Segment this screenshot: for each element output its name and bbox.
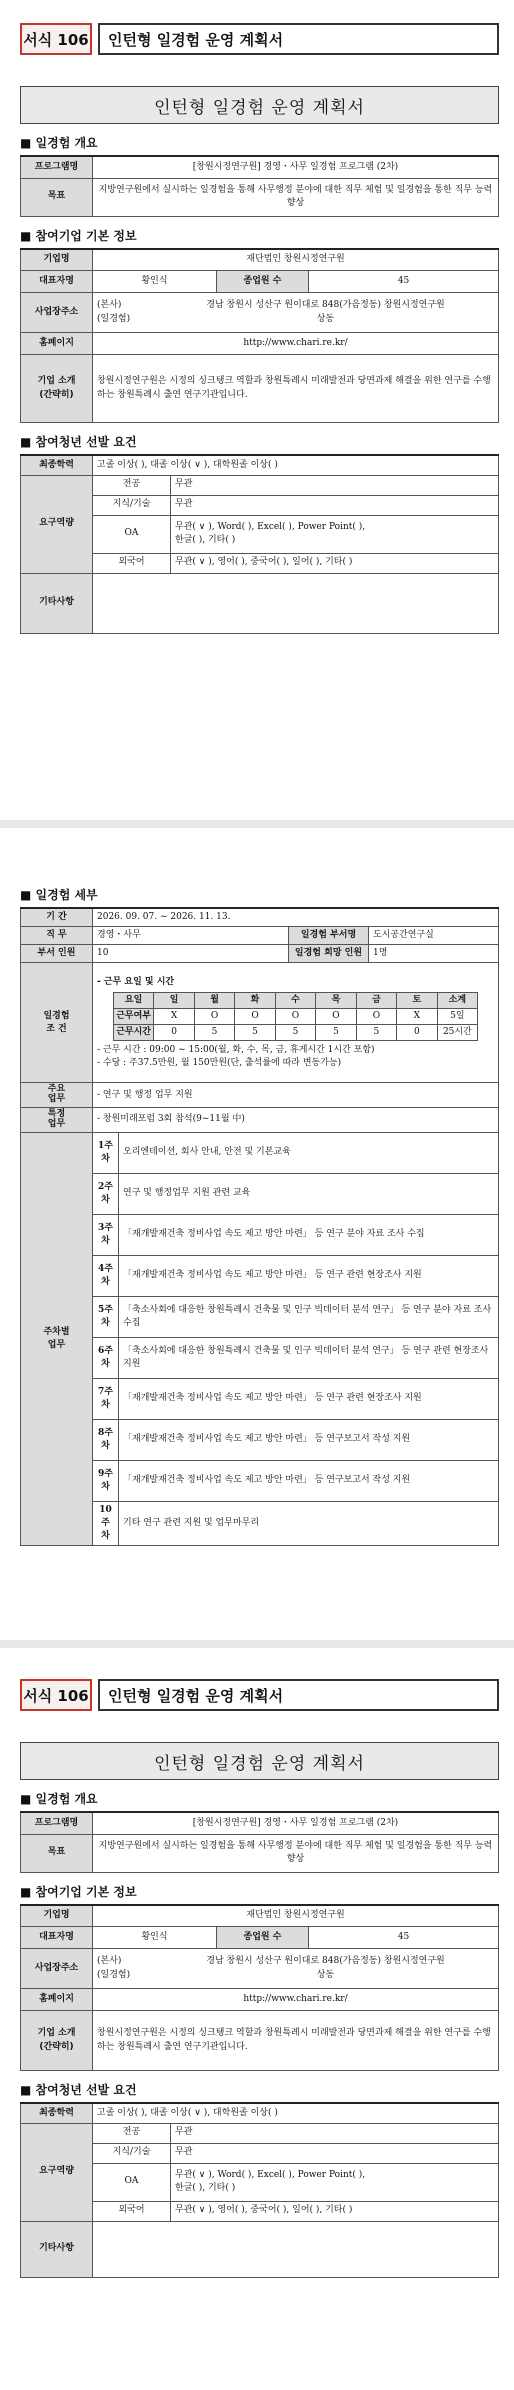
ceo-value: 황인식	[93, 271, 217, 293]
schedule-cell: 토	[397, 992, 437, 1008]
employee-count-value: 45	[309, 271, 499, 293]
schedule-cell: X	[154, 1008, 194, 1024]
section-overview-heading: ■ 일경험 개요	[20, 136, 98, 150]
etc-label: 기타사항	[21, 573, 93, 633]
week-row	[21, 1255, 499, 1296]
week-row	[21, 1132, 499, 1173]
address-work-label: (일경험)	[97, 1969, 131, 1980]
job-label: 직 무	[21, 927, 93, 945]
oa-label: OA	[93, 2163, 171, 2201]
education-label: 최종학력	[21, 455, 93, 475]
intro-value: 창원시정연구원은 시정의 싱크탱크 역할과 창원특례시 미래발전과 당면과제 해결을 위한 연구를 수행하는 창원특례시 출연 연구기관입니다.	[93, 2011, 499, 2071]
schedule-cell: 5	[356, 1024, 396, 1040]
schedule-cell: O	[356, 1008, 396, 1024]
section-detail-heading: ■ 일경험 세부	[20, 888, 98, 902]
period-label: 기 간	[21, 908, 93, 927]
ceo-value: 황인식	[93, 1927, 217, 1949]
homepage-link[interactable]: http://www.chari.re.kr/	[93, 1989, 499, 2011]
schedule-cell: 0	[397, 1024, 437, 1040]
knowledge-label: 지식/기술	[93, 2143, 171, 2163]
major-label: 전공	[93, 2123, 171, 2143]
section-company-heading: ■ 참여기업 기본 정보	[20, 228, 137, 243]
dept-value: 도시공간연구실	[369, 927, 499, 945]
company-name-value: 재단법인 창원시정연구원	[93, 1905, 499, 1927]
schedule-cell: 5	[275, 1024, 315, 1040]
knowledge-value: 무관	[171, 495, 499, 515]
period-value: 2026. 09. 07. ~ 2026. 11. 13.	[93, 908, 499, 927]
schedule-cell: 0	[154, 1024, 194, 1040]
etc-value	[93, 2221, 499, 2277]
address-hq-label: (본사)	[97, 1956, 122, 1967]
skills-label: 요구역량	[21, 475, 93, 573]
address-hq-value: 경남 창원시 성산구 원이대로 848(가음정동) 창원시정연구원	[206, 1956, 445, 1967]
week-number: 5주차	[93, 1296, 119, 1337]
week-row	[21, 1296, 499, 1337]
section-overview-heading: ■ 일경험 개요	[20, 1792, 98, 1806]
schedule-cell: 월	[194, 992, 234, 1008]
youth-table	[20, 2102, 499, 2278]
special-duty-label: 특정 업무	[21, 1107, 93, 1132]
youth-table	[20, 454, 499, 634]
address-hq-value: 경남 창원시 성산구 원이대로 848(가음정동) 창원시정연구원	[206, 300, 445, 311]
oa-line-2: 한글( ), 기타( )	[175, 535, 236, 545]
week-task: 「재개발재건축 정비사업 속도 제고 방안 마련」 등 연구보고서 작성 지원	[119, 1460, 499, 1501]
page-separator-2	[0, 1640, 514, 1648]
max-intern-label: 일경험 희망 인원	[289, 945, 369, 963]
section-youth-heading: ■ 참여청년 선발 요건	[20, 435, 137, 449]
week-row	[21, 1214, 499, 1255]
weekly-duty-label: 주차별 업무	[21, 1132, 93, 1545]
week-number: 6주차	[93, 1337, 119, 1378]
header-title: 인턴형 일경험 운영 계획서	[98, 1679, 499, 1711]
schedule-cell: 일	[154, 992, 194, 1008]
pay-text: - 수당 : 주37.5만원, 월 150만원(단, 출석률에 따라 변동가능)	[97, 1057, 342, 1068]
form-header	[20, 1678, 499, 1712]
language-value: 무관( ∨ ), 영어( ), 중국어( ), 일어( ), 기타( )	[171, 2201, 499, 2221]
company-name-label: 기업명	[21, 1905, 93, 1927]
language-value: 무관( ∨ ), 영어( ), 중국어( ), 일어( ), 기타( )	[171, 553, 499, 573]
week-row	[21, 1337, 499, 1378]
header-title: 인턴형 일경험 운영 계획서	[98, 23, 499, 55]
company-name-value: 재단법인 창원시정연구원	[93, 249, 499, 271]
schedule-cell: O	[275, 1008, 315, 1024]
week-task: 오리엔테이션, 회사 안내, 안전 및 기본교육	[119, 1132, 499, 1173]
job-value: 경영・사무	[93, 927, 289, 945]
goal-value: 지방연구원에서 실시하는 일경험을 통해 사무행정 분야에 대한 직무 체험 및 일경험을 통한 직무 능력 향상	[93, 178, 499, 216]
address-work-value: 상동	[316, 313, 335, 324]
education-label: 최종학력	[21, 2103, 93, 2123]
oa-label: OA	[93, 515, 171, 553]
address-value	[93, 1949, 499, 1989]
homepage-link[interactable]: http://www.chari.re.kr/	[93, 333, 499, 355]
schedule-cell: 5	[235, 1024, 275, 1040]
schedule-cell: 금	[356, 992, 396, 1008]
etc-label: 기타사항	[21, 2221, 93, 2277]
program-label: 프로그램명	[21, 156, 93, 178]
week-number: 1주차	[93, 1132, 119, 1173]
education-value: 고졸 이상( ), 대졸 이상( ∨ ), 대학원졸 이상( )	[93, 455, 499, 475]
schedule-cell: O	[235, 1008, 275, 1024]
main-duty-value: - 연구 및 행정 업무 지원	[93, 1083, 499, 1108]
overview-table	[20, 155, 499, 217]
language-label: 외국어	[93, 2201, 171, 2221]
work-time-text: - 근무 시간 : 09:00 ~ 15:00(월, 화, 수, 목, 금, 휴게시간 1시간 포함)	[97, 1044, 375, 1055]
schedule-cell: 요일	[113, 992, 153, 1008]
dept-label: 일경험 부서명	[289, 927, 369, 945]
major-value: 무관	[171, 2123, 499, 2143]
employee-count-label: 종업원 수	[217, 271, 309, 293]
program-label: 프로그램명	[21, 1812, 93, 1834]
goal-label: 목표	[21, 1834, 93, 1872]
address-work-value: 상동	[316, 1969, 335, 1980]
week-row	[21, 1378, 499, 1419]
employee-count-label: 종업원 수	[217, 1927, 309, 1949]
max-intern-value: 1명	[369, 945, 499, 963]
schedule-cell: X	[397, 1008, 437, 1024]
program-value: [창원시정연구원] 경영・사무 일경험 프로그램 (2차)	[93, 156, 499, 178]
week-task: 「축소사회에 대응한 창원특례시 건축물 및 인구 빅데이터 분석 연구」 등 연구 분야 자료 조사 수집	[119, 1296, 499, 1337]
language-label: 외국어	[93, 553, 171, 573]
week-number: 3주차	[93, 1214, 119, 1255]
conditions-value	[93, 963, 499, 1083]
oa-line-1: 무관( ∨ ), Word( ), Excel( ), Power Point( ),	[175, 2169, 366, 2180]
knowledge-value: 무관	[171, 2143, 499, 2163]
goal-label: 목표	[21, 178, 93, 216]
main-duty-label: 주요 업무	[21, 1083, 93, 1108]
schedule-cell: 근무시간	[113, 1024, 153, 1040]
week-number: 2주차	[93, 1173, 119, 1214]
week-number: 7주차	[93, 1378, 119, 1419]
company-table	[20, 1904, 499, 2072]
week-task: 「재개발재건축 정비사업 속도 제고 방안 마련」 등 연구 관련 현장조사 지원	[119, 1378, 499, 1419]
week-task: 「재개발재건축 정비사업 속도 제고 방안 마련」 등 연구 관련 현장조사 지원	[119, 1255, 499, 1296]
week-task: 기타 연구 관련 지원 및 업무마무리	[119, 1501, 499, 1545]
detail-table	[20, 907, 499, 1546]
ceo-label: 대표자명	[21, 271, 93, 293]
schedule-cell: O	[194, 1008, 234, 1024]
staff-value: 10	[93, 945, 289, 963]
document-title: 인턴형 일경험 운영 계획서	[20, 86, 499, 124]
week-number: 8주차	[93, 1419, 119, 1460]
document-title: 인턴형 일경험 운영 계획서	[20, 1742, 499, 1780]
ceo-label: 대표자명	[21, 1927, 93, 1949]
week-number: 4주차	[93, 1255, 119, 1296]
schedule-cell: 목	[316, 992, 356, 1008]
page-separator	[0, 820, 514, 828]
work-days-heading: - 근무 요일 및 시간	[97, 976, 175, 987]
schedule-cell: 화	[235, 992, 275, 1008]
schedule-cell: 25시간	[437, 1024, 477, 1040]
homepage-label: 홈페이지	[21, 1989, 93, 2011]
address-value	[93, 293, 499, 333]
oa-value	[171, 2163, 499, 2201]
program-value: [창원시정연구원] 경영・사무 일경험 프로그램 (2차)	[93, 1812, 499, 1834]
schedule-cell: 5	[194, 1024, 234, 1040]
schedule-cell: 5일	[437, 1008, 477, 1024]
week-number: 9주차	[93, 1460, 119, 1501]
etc-value	[93, 573, 499, 633]
special-duty-value: - 창원미래포럼 3회 참석(9~11월 中)	[93, 1107, 499, 1132]
major-value: 무관	[171, 475, 499, 495]
oa-line-1: 무관( ∨ ), Word( ), Excel( ), Power Point( ),	[175, 521, 366, 532]
conditions-label: 일경험 조 건	[21, 963, 93, 1083]
work-schedule-table	[113, 992, 478, 1041]
company-table	[20, 248, 499, 424]
staff-label: 부서 인원	[21, 945, 93, 963]
week-row	[21, 1460, 499, 1501]
education-value: 고졸 이상( ), 대졸 이상( ∨ ), 대학원졸 이상( )	[93, 2103, 499, 2123]
page-2	[0, 836, 514, 1636]
page-3	[0, 1656, 514, 2390]
week-task: 「재개발재건축 정비사업 속도 제고 방안 마련」 등 연구 분야 자료 조사 수집	[119, 1214, 499, 1255]
schedule-cell: 소계	[437, 992, 477, 1008]
skills-label: 요구역량	[21, 2123, 93, 2221]
page-1	[0, 0, 514, 810]
oa-line-2: 한글( ), 기타( )	[175, 2183, 236, 2193]
form-badge: 서식 106	[20, 1679, 92, 1711]
major-label: 전공	[93, 475, 171, 495]
employee-count-value: 45	[309, 1927, 499, 1949]
week-row	[21, 1173, 499, 1214]
address-label: 사업장주소	[21, 293, 93, 333]
intro-label: 기업 소개 (간략히)	[21, 2011, 93, 2071]
form-badge: 서식 106	[20, 23, 92, 55]
schedule-cell: O	[316, 1008, 356, 1024]
knowledge-label: 지식/기술	[93, 495, 171, 515]
week-row	[21, 1419, 499, 1460]
address-hq-label: (본사)	[97, 300, 122, 311]
week-number: 10주차	[93, 1501, 119, 1545]
schedule-cell: 수	[275, 992, 315, 1008]
intro-value: 창원시정연구원은 시정의 싱크탱크 역할과 창원특례시 미래발전과 당면과제 해결을 위한 연구를 수행하는 창원특례시 출연 연구기관입니다.	[93, 355, 499, 423]
schedule-cell: 근무여부	[113, 1008, 153, 1024]
schedule-cell: 5	[316, 1024, 356, 1040]
section-company-heading: ■ 참여기업 기본 정보	[20, 1884, 137, 1899]
week-row	[21, 1501, 499, 1545]
section-youth-heading: ■ 참여청년 선발 요건	[20, 2083, 137, 2097]
week-task: 연구 및 행정업무 지원 관련 교육	[119, 1173, 499, 1214]
homepage-label: 홈페이지	[21, 333, 93, 355]
form-header	[20, 22, 499, 56]
oa-value	[171, 515, 499, 553]
address-label: 사업장주소	[21, 1949, 93, 1989]
goal-value: 지방연구원에서 실시하는 일경험을 통해 사무행정 분야에 대한 직무 체험 및 일경험을 통한 직무 능력 향상	[93, 1834, 499, 1872]
overview-table	[20, 1811, 499, 1873]
address-work-label: (일경험)	[97, 313, 131, 324]
company-name-label: 기업명	[21, 249, 93, 271]
week-task: 「축소사회에 대응한 창원특례시 건축물 및 인구 빅데이터 분석 연구」 등 연구 관련 현장조사 지원	[119, 1337, 499, 1378]
week-task: 「재개발재건축 정비사업 속도 제고 방안 마련」 등 연구보고서 작성 지원	[119, 1419, 499, 1460]
intro-label: 기업 소개 (간략히)	[21, 355, 93, 423]
